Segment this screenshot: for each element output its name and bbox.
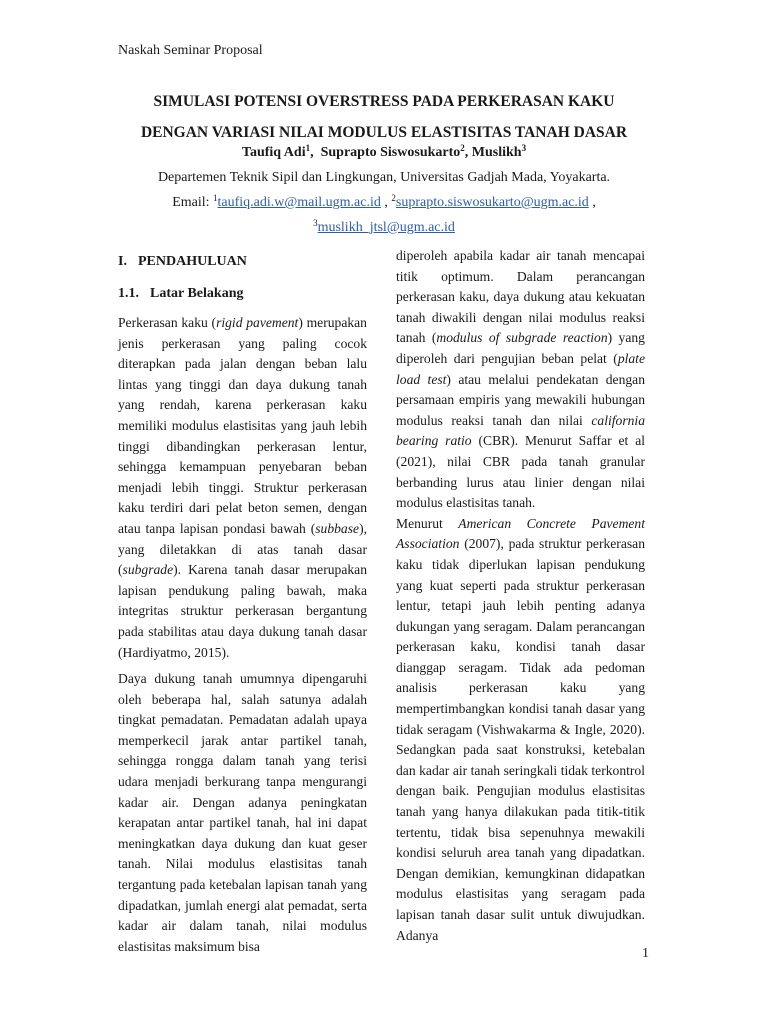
subsection-number: 1.1. [118,286,139,301]
text-run: Perkerasan kaku ( [118,315,217,330]
email-mark: 1 [213,193,218,203]
author-separator: , [310,145,321,160]
paragraph [118,313,367,663]
author-list [0,145,768,161]
email-link-1[interactable]: taufiq.adi.w@mail.ugm.ac.id [217,195,381,210]
paragraph [396,246,645,514]
running-head: Naskah Seminar Proposal [118,43,263,58]
author-affiliation-mark: 3 [521,143,527,153]
affiliation: Departemen Teknik Sipil dan Lingkungan, Universitas Gadjah Mada, Yoyakarta. [157,170,611,185]
title-line-2: DENGAN VARIASI NILAI MODULUS ELASTISITAS TANAH DASAR [140,124,628,141]
section-number: I. [118,254,127,269]
section-title: PENDAHULUAN [138,254,247,269]
italic-term: American Concrete Pavement Association [396,515,646,552]
paragraph [396,514,645,946]
email-line [0,195,768,211]
text-run: ). Karena tanah dasar merupakan lapisan pendukung paling bawah, maka integritas struktur perkerasan bergantung pada stabilitas atau daya dukung tanah dasar (Hardiyatmo, 2015). [118,562,367,660]
italic-term: modulus of subgrade reaction [436,330,608,346]
subsection-heading [118,286,367,313]
text-run: Menurut [396,515,459,531]
title-line-1: SIMULASI POTENSI OVERSTRESS PADA PERKERASAN KAKU [153,93,615,110]
email-link-3[interactable]: muslikh_jtsl@ugm.ac.id [317,220,455,235]
author-name: Taufiq Adi [241,145,306,160]
author-separator: , [464,145,472,160]
author-affiliation-mark: 1 [305,143,311,153]
email-mark: 3 [313,218,318,228]
right-column [396,246,645,946]
author-name: Muslikh [471,145,522,160]
text-run: (CBR). Menurut Saffar et al (2021), nilai CBR pada tanah granular berbanding lurus atau linier dengan nilai modulus elastisitas tanah. [396,433,646,511]
email-link-2[interactable]: suprapto.siswosukarto@ugm.ac.id [395,195,589,210]
italic-term: rigid pavement [216,315,299,330]
text-run: ) atau melalui pendekatan dengan persamaan empiris yang mewakili hubungan modulus reaksi tanah dan nilai [396,371,645,428]
section-heading [118,254,367,279]
paragraph: Daya dukung tanah umumnya dipengaruhi oleh beberapa hal, salah satunya adalah tingkat pemadatan. Pemadatan adalah upaya memperkecil jarak antar partikel tanah, sehingga rongga dalam tanah yang terisi udara menjadi berkurang tanpa mengurangi kadar air. Dengan adanya peningkatan kerapatan antar partikel tanah, hal ini dapat meningkatkan daya dukung dan kuat geser tanah. Nilai modulus elastisitas tanah tergantung pada ketebalan lapisan tanah yang dipadatkan, jumlah energi alat pemadat, serta kadar air dalam tanah, nilai modulus elastisitas maksimum bisa [118,671,367,954]
email-mark: 2 [391,193,396,203]
left-column [118,250,367,957]
italic-term: plate load test [396,350,645,387]
email-separator: , [588,195,596,210]
text-run: diperoleh apabila kadar air tanah mencapai titik optimum. Dalam perancangan perkerasan kaku, daya dukung atau kekuatan tanah diwakili dengan nilai modulus reaksi tanah ( [396,248,645,346]
text-run: ) merupakan jenis perkerasan yang paling cocok diterapkan pada jalan dengan beban lalu lintas yang tinggi dan daya dukung tanah yang rendah, karena perkerasan kaku memiliki modulus elastisitas yang jauh lebih tinggi dibandingkan perkerasan lentur, sehingga kemampuan penyebaran beban menjadi lebih tinggi. Struktur perkerasan kaku terdiri dari pelat beton semen, dengan atau tanpa lapisan pondasi bawah ( [118,315,367,536]
email-label: Email: [172,195,214,210]
italic-term: california bearing ratio [396,412,645,449]
author-name: Suprapto Siswosukarto [320,145,461,160]
paper-title [0,86,768,148]
text-run: ) yang diperoleh dari pengujian beban pelat ( [396,330,645,366]
email-line-2 [0,220,768,236]
author-affiliation-mark: 2 [460,143,465,153]
italic-term: subgrade [122,562,174,578]
italic-term: subbase [315,520,360,536]
page-number: 1 [642,946,649,961]
text-run: (2007), pada struktur perkerasan kaku tidak diperlukan lapisan pendukung yang kuat seperti pada struktur perkerasan lentur, tetapi jauh lebih penting adanya dukungan yang seragam. Dalam perancangan perkerasan kaku, kondisi tanah dasar dianggap seragam. Tidak ada pedoman analisis perkerasan kaku yang mempertimbangkan kondisi tanah dasar yang tidak seragam (Vishwakarma & Ingle, 2020). Sedangkan pada saat konstruksi, ketebalan dan kadar air tanah seringkali tidak terkontrol dengan baik. Pengujian modulus elastisitas tanah yang hanya dilakukan pada titik-titik tertentu, tidak bisa sepenuhnya mewakili kondisi seluruh area tanah yang dipadatkan. Dengan demikian, kemungkinan didapatkan modulus elastisitas yang seragam pada lapisan tanah dasar sulit untuk diwujudkan. Adanya [396,536,645,943]
subsection-title: Latar Belakang [150,286,244,301]
email-separator: , [380,195,392,210]
text-run: ), yang diletakkan di atas tanah dasar ( [118,520,367,578]
